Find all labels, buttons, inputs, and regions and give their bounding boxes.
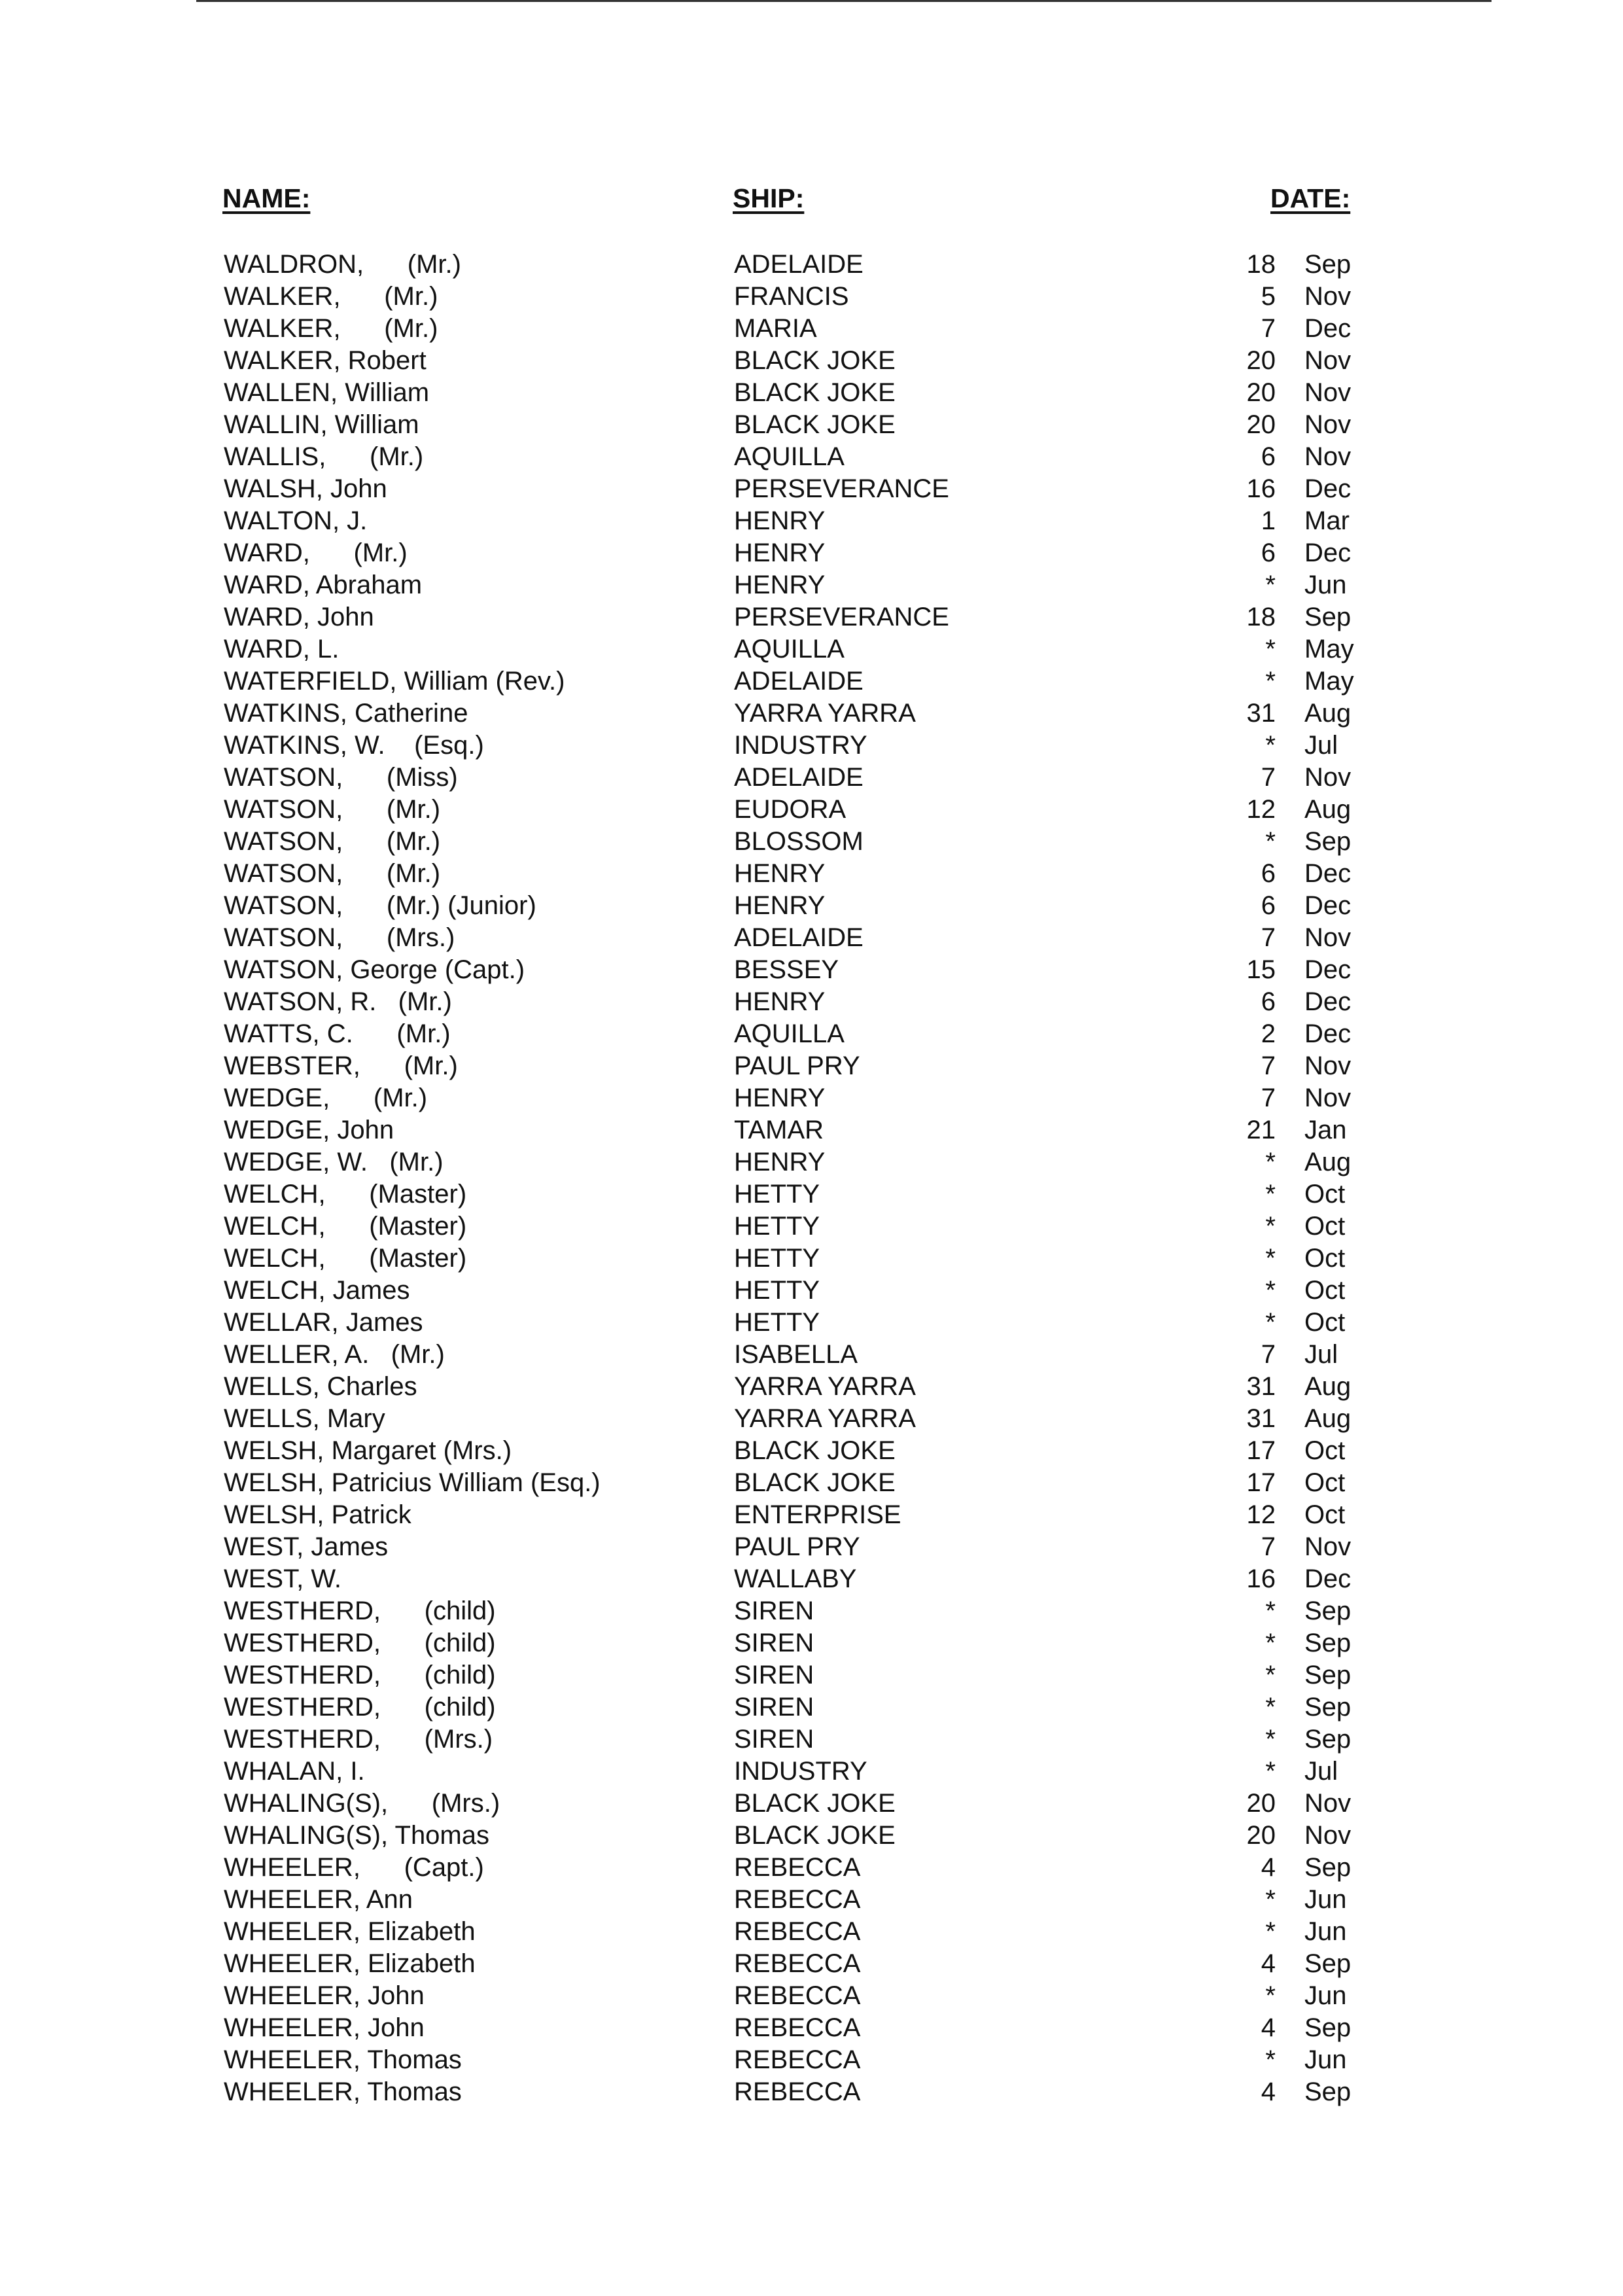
passenger-name: WATSON, (Mrs.) xyxy=(224,923,455,952)
date-day: 6 xyxy=(1261,539,1276,567)
list-row xyxy=(0,1595,1623,1627)
passenger-name: WALTON, J. xyxy=(224,506,368,535)
passenger-name: WHEELER, Elizabeth xyxy=(224,1949,476,1978)
list-row xyxy=(0,281,1623,313)
ship-name: INDUSTRY xyxy=(734,1757,867,1786)
date-month: Nov xyxy=(1304,1821,1352,1850)
date-day: * xyxy=(1265,1180,1276,1209)
passenger-name: WATSON, (Mr.) xyxy=(224,795,441,824)
passenger-name: WHALING(S), Thomas xyxy=(224,1821,489,1850)
header-ship: SHIP: xyxy=(733,183,805,213)
date-month: Oct xyxy=(1304,1500,1346,1529)
passenger-name: WHEELER, Elizabeth xyxy=(224,1917,476,1946)
date-month: Jun xyxy=(1304,571,1347,599)
date-day: 4 xyxy=(1261,2013,1276,2042)
date-month: Sep xyxy=(1304,1597,1352,1625)
date-day: 7 xyxy=(1261,314,1276,343)
list-row xyxy=(0,1307,1623,1339)
passenger-name: WHEELER, Thomas xyxy=(224,2077,462,2106)
date-month: Dec xyxy=(1304,539,1352,567)
ship-name: HENRY xyxy=(734,539,826,567)
date-day: * xyxy=(1265,1661,1276,1689)
passenger-name: WALSH, John xyxy=(224,474,387,503)
date-day: 20 xyxy=(1246,1821,1276,1850)
date-month: Nov xyxy=(1304,378,1352,407)
date-day: 7 xyxy=(1261,1532,1276,1561)
passenger-name: WELSH, Patrick xyxy=(224,1500,411,1529)
ship-name: BLACK JOKE xyxy=(734,1468,896,1497)
passenger-name: WATSON, (Mr.) xyxy=(224,827,441,856)
date-month: Jun xyxy=(1304,2045,1347,2074)
ship-name: ADELAIDE xyxy=(734,923,864,952)
date-day: 7 xyxy=(1261,763,1276,792)
date-month: Aug xyxy=(1304,795,1352,824)
passenger-name: WELCH, (Master) xyxy=(224,1212,467,1241)
passenger-name: WALDRON, (Mr.) xyxy=(224,250,461,279)
ship-name: PERSEVERANCE xyxy=(734,474,949,503)
date-day: 16 xyxy=(1246,474,1276,503)
passenger-name: WATSON, (Mr.) xyxy=(224,859,441,888)
date-month: Sep xyxy=(1304,603,1352,631)
date-day: 2 xyxy=(1261,1019,1276,1048)
date-month: Dec xyxy=(1304,474,1352,503)
passenger-name: WESTHERD, (child) xyxy=(224,1693,496,1722)
list-row xyxy=(0,1082,1623,1114)
ship-name: ADELAIDE xyxy=(734,250,864,279)
list-row xyxy=(0,954,1623,986)
list-row xyxy=(0,601,1623,633)
date-day: * xyxy=(1265,635,1276,663)
ship-name: BLACK JOKE xyxy=(734,1821,896,1850)
date-day: 7 xyxy=(1261,1051,1276,1080)
list-row xyxy=(0,2076,1623,2108)
date-day: * xyxy=(1265,827,1276,856)
date-month: Nov xyxy=(1304,763,1352,792)
ship-name: BLACK JOKE xyxy=(734,1789,896,1818)
ship-name: REBECCA xyxy=(734,1981,861,2010)
date-day: 15 xyxy=(1246,955,1276,984)
passenger-name: WEST, James xyxy=(224,1532,389,1561)
ship-name: BLACK JOKE xyxy=(734,1436,896,1465)
passenger-name: WHEELER, (Capt.) xyxy=(224,1853,484,1882)
list-row xyxy=(0,537,1623,569)
passenger-name: WEBSTER, (Mr.) xyxy=(224,1051,458,1080)
date-day: 4 xyxy=(1261,2077,1276,2106)
passenger-name: WELLER, A. (Mr.) xyxy=(224,1340,445,1369)
date-day: * xyxy=(1265,1981,1276,2010)
ship-name: SIREN xyxy=(734,1661,814,1689)
date-month: Sep xyxy=(1304,1629,1352,1657)
ship-name: SIREN xyxy=(734,1597,814,1625)
ship-name: PAUL PRY xyxy=(734,1532,860,1561)
list-row xyxy=(0,2044,1623,2076)
list-row xyxy=(0,1371,1623,1403)
passenger-name: WALLIN, William xyxy=(224,410,419,439)
passenger-name: WESTHERD, (child) xyxy=(224,1629,496,1657)
list-row xyxy=(0,1723,1623,1756)
date-day: 12 xyxy=(1246,795,1276,824)
date-day: 4 xyxy=(1261,1949,1276,1978)
date-month: Oct xyxy=(1304,1180,1346,1209)
list-row xyxy=(0,2012,1623,2044)
date-day: 20 xyxy=(1246,1789,1276,1818)
ship-name: MARIA xyxy=(734,314,817,343)
passenger-name: WATSON, George (Capt.) xyxy=(224,955,525,984)
ship-name: YARRA YARRA xyxy=(734,1404,916,1433)
list-row xyxy=(0,1339,1623,1371)
list-row xyxy=(0,1756,1623,1788)
ship-name: HETTY xyxy=(734,1308,820,1337)
date-month: Nov xyxy=(1304,282,1352,311)
passenger-name: WELSH, Patricius William (Esq.) xyxy=(224,1468,601,1497)
date-month: Jan xyxy=(1304,1116,1347,1144)
ship-name: BESSEY xyxy=(734,955,839,984)
ship-name: REBECCA xyxy=(734,2077,861,2106)
date-day: * xyxy=(1265,1308,1276,1337)
ship-name: ISABELLA xyxy=(734,1340,858,1369)
ship-name: HETTY xyxy=(734,1180,820,1209)
date-day: * xyxy=(1265,2045,1276,2074)
passenger-name: WARD, John xyxy=(224,603,374,631)
date-day: * xyxy=(1265,1597,1276,1625)
ship-name: BLACK JOKE xyxy=(734,410,896,439)
passenger-name: WATTS, C. (Mr.) xyxy=(224,1019,451,1048)
date-month: Nov xyxy=(1304,923,1352,952)
date-month: Jun xyxy=(1304,1981,1347,2010)
ship-name: REBECCA xyxy=(734,2045,861,2074)
list-row xyxy=(0,858,1623,890)
list-row xyxy=(0,698,1623,730)
date-day: 12 xyxy=(1246,1500,1276,1529)
list-row xyxy=(0,1691,1623,1723)
list-row xyxy=(0,890,1623,922)
date-month: Dec xyxy=(1304,955,1352,984)
list-row xyxy=(0,249,1623,281)
date-month: Sep xyxy=(1304,827,1352,856)
passenger-name: WELCH, (Master) xyxy=(224,1180,467,1209)
ship-name: HENRY xyxy=(734,1148,826,1176)
list-row xyxy=(0,1916,1623,1948)
date-month: Sep xyxy=(1304,1693,1352,1722)
date-day: * xyxy=(1265,1148,1276,1176)
list-row xyxy=(0,633,1623,665)
date-day: 7 xyxy=(1261,923,1276,952)
passenger-name: WHALAN, I. xyxy=(224,1757,365,1786)
ship-name: FRANCIS xyxy=(734,282,849,311)
passenger-name: WHEELER, Thomas xyxy=(224,2045,462,2074)
date-day: 5 xyxy=(1261,282,1276,311)
ship-name: REBECCA xyxy=(734,1853,861,1882)
date-day: 6 xyxy=(1261,987,1276,1016)
ship-name: PAUL PRY xyxy=(734,1051,860,1080)
list-row xyxy=(0,313,1623,345)
date-day: 4 xyxy=(1261,1853,1276,1882)
list-row xyxy=(0,1403,1623,1435)
ship-name: REBECCA xyxy=(734,2013,861,2042)
date-day: * xyxy=(1265,1244,1276,1273)
passenger-name: WESTHERD, (child) xyxy=(224,1661,496,1689)
date-day: 1 xyxy=(1261,506,1276,535)
list-row xyxy=(0,377,1623,409)
passenger-name: WESTHERD, (child) xyxy=(224,1597,496,1625)
passenger-name: WELSH, Margaret (Mrs.) xyxy=(224,1436,512,1465)
date-month: Sep xyxy=(1304,1949,1352,1978)
passenger-name: WALKER, (Mr.) xyxy=(224,282,438,311)
date-day: * xyxy=(1265,1725,1276,1754)
ship-name: SIREN xyxy=(734,1725,814,1754)
ship-name: HENRY xyxy=(734,571,826,599)
date-day: 7 xyxy=(1261,1084,1276,1112)
passenger-name: WATKINS, W. (Esq.) xyxy=(224,731,484,760)
date-month: Oct xyxy=(1304,1308,1346,1337)
date-month: Aug xyxy=(1304,1148,1352,1176)
passenger-name: WATKINS, Catherine xyxy=(224,699,468,728)
date-month: Oct xyxy=(1304,1468,1346,1497)
list-row xyxy=(0,1563,1623,1595)
list-row xyxy=(0,441,1623,473)
date-month: Jun xyxy=(1304,1885,1347,1914)
ship-name: HENRY xyxy=(734,891,826,920)
list-row xyxy=(0,922,1623,954)
passenger-name: WELLS, Charles xyxy=(224,1372,417,1401)
date-month: Sep xyxy=(1304,250,1352,279)
date-month: Aug xyxy=(1304,699,1352,728)
passenger-name: WATSON, (Mr.) (Junior) xyxy=(224,891,536,920)
list-row xyxy=(0,665,1623,698)
date-day: * xyxy=(1265,1917,1276,1946)
list-row xyxy=(0,409,1623,441)
list-row xyxy=(0,1275,1623,1307)
passenger-name: WALKER, Robert xyxy=(224,346,427,375)
passenger-name: WELCH, James xyxy=(224,1276,410,1305)
list-row xyxy=(0,1531,1623,1563)
date-day: 20 xyxy=(1246,346,1276,375)
passenger-name: WARD, L. xyxy=(224,635,340,663)
date-month: Dec xyxy=(1304,1019,1352,1048)
ship-name: PERSEVERANCE xyxy=(734,603,949,631)
passenger-name: WATSON, R. (Mr.) xyxy=(224,987,452,1016)
ship-name: REBECCA xyxy=(734,1885,861,1914)
date-day: 7 xyxy=(1261,1340,1276,1369)
date-month: Oct xyxy=(1304,1436,1346,1465)
passenger-name: WHALING(S), (Mrs.) xyxy=(224,1789,500,1818)
passenger-name: WHEELER, Ann xyxy=(224,1885,413,1914)
ship-name: HETTY xyxy=(734,1244,820,1273)
passenger-name: WATSON, (Miss) xyxy=(224,763,458,792)
date-month: Oct xyxy=(1304,1244,1346,1273)
date-month: Nov xyxy=(1304,1789,1352,1818)
passenger-name: WHEELER, John xyxy=(224,1981,425,2010)
list-row xyxy=(0,730,1623,762)
list-row xyxy=(0,1018,1623,1050)
date-day: * xyxy=(1265,1757,1276,1786)
passenger-name: WARD, (Mr.) xyxy=(224,539,408,567)
list-row xyxy=(0,1050,1623,1082)
passenger-name: WEST, W. xyxy=(224,1564,341,1593)
date-day: 31 xyxy=(1246,1404,1276,1433)
date-month: Mar xyxy=(1304,506,1350,535)
list-row xyxy=(0,1980,1623,2012)
list-row xyxy=(0,569,1623,601)
date-day: * xyxy=(1265,1693,1276,1722)
list-row xyxy=(0,1788,1623,1820)
date-month: Aug xyxy=(1304,1372,1352,1401)
date-day: * xyxy=(1265,571,1276,599)
date-month: Nov xyxy=(1304,1532,1352,1561)
passenger-name: WELLAR, James xyxy=(224,1308,423,1337)
date-month: Dec xyxy=(1304,1564,1352,1593)
date-day: 31 xyxy=(1246,699,1276,728)
ship-name: ADELAIDE xyxy=(734,763,864,792)
date-day: * xyxy=(1265,1212,1276,1241)
list-row xyxy=(0,1499,1623,1531)
date-day: 6 xyxy=(1261,442,1276,471)
date-month: Aug xyxy=(1304,1404,1352,1433)
passenger-name: WELCH, (Master) xyxy=(224,1244,467,1273)
ship-name: SIREN xyxy=(734,1629,814,1657)
date-day: * xyxy=(1265,1276,1276,1305)
ship-name: EUDORA xyxy=(734,795,846,824)
date-day: 6 xyxy=(1261,891,1276,920)
ship-name: BLACK JOKE xyxy=(734,346,896,375)
date-month: Sep xyxy=(1304,2077,1352,2106)
ship-name: TAMAR xyxy=(734,1116,824,1144)
date-day: * xyxy=(1265,1629,1276,1657)
date-month: Oct xyxy=(1304,1276,1346,1305)
ship-name: AQUILLA xyxy=(734,635,845,663)
list-row xyxy=(0,1659,1623,1691)
date-month: Jul xyxy=(1304,1340,1338,1369)
ship-name: AQUILLA xyxy=(734,1019,845,1048)
ship-name: BLACK JOKE xyxy=(734,378,896,407)
list-row xyxy=(0,1820,1623,1852)
ship-name: YARRA YARRA xyxy=(734,699,916,728)
date-day: * xyxy=(1265,1885,1276,1914)
passenger-name: WALKER, (Mr.) xyxy=(224,314,438,343)
ship-name: AQUILLA xyxy=(734,442,845,471)
date-month: May xyxy=(1304,635,1354,663)
ship-name: ADELAIDE xyxy=(734,667,864,696)
date-day: 18 xyxy=(1246,603,1276,631)
date-month: Dec xyxy=(1304,314,1352,343)
date-day: 20 xyxy=(1246,378,1276,407)
passenger-name: WATERFIELD, William (Rev.) xyxy=(224,667,565,696)
list-row xyxy=(0,473,1623,505)
date-day: 21 xyxy=(1246,1116,1276,1144)
ship-name: ENTERPRISE xyxy=(734,1500,901,1529)
list-row xyxy=(0,1243,1623,1275)
date-month: Nov xyxy=(1304,1084,1352,1112)
date-month: Jul xyxy=(1304,1757,1338,1786)
date-month: Dec xyxy=(1304,891,1352,920)
ship-name: SIREN xyxy=(734,1693,814,1722)
list-row xyxy=(0,1178,1623,1210)
list-row xyxy=(0,826,1623,858)
date-day: * xyxy=(1265,667,1276,696)
list-row xyxy=(0,1146,1623,1178)
date-day: 16 xyxy=(1246,1564,1276,1593)
list-row xyxy=(0,1114,1623,1146)
passenger-name: WALLIS, (Mr.) xyxy=(224,442,424,471)
date-day: 20 xyxy=(1246,410,1276,439)
list-row xyxy=(0,345,1623,377)
list-row xyxy=(0,986,1623,1018)
list-row xyxy=(0,1210,1623,1243)
ship-name: YARRA YARRA xyxy=(734,1372,916,1401)
ship-name: INDUSTRY xyxy=(734,731,867,760)
passenger-name: WALLEN, William xyxy=(224,378,430,407)
ship-name: HENRY xyxy=(734,506,826,535)
ship-name: REBECCA xyxy=(734,1949,861,1978)
list-row xyxy=(0,1852,1623,1884)
ship-name: WALLABY xyxy=(734,1564,857,1593)
date-month: Nov xyxy=(1304,1051,1352,1080)
date-month: Sep xyxy=(1304,1725,1352,1754)
date-month: Sep xyxy=(1304,2013,1352,2042)
list-row xyxy=(0,1948,1623,1980)
date-month: Jul xyxy=(1304,731,1338,760)
ship-name: HENRY xyxy=(734,987,826,1016)
ship-name: HENRY xyxy=(734,1084,826,1112)
list-row xyxy=(0,1467,1623,1499)
header-name: NAME: xyxy=(222,183,311,213)
passenger-name: WHEELER, John xyxy=(224,2013,425,2042)
passenger-name: WEDGE, John xyxy=(224,1116,394,1144)
date-month: May xyxy=(1304,667,1354,696)
ship-name: HETTY xyxy=(734,1212,820,1241)
list-row xyxy=(0,1627,1623,1659)
date-day: 31 xyxy=(1246,1372,1276,1401)
date-month: Dec xyxy=(1304,987,1352,1016)
passenger-name: WESTHERD, (Mrs.) xyxy=(224,1725,493,1754)
list-row xyxy=(0,794,1623,826)
date-month: Dec xyxy=(1304,859,1352,888)
date-month: Nov xyxy=(1304,346,1352,375)
list-row xyxy=(0,762,1623,794)
list-row xyxy=(0,1884,1623,1916)
ship-name: REBECCA xyxy=(734,1917,861,1946)
ship-name: HENRY xyxy=(734,859,826,888)
date-day: 6 xyxy=(1261,859,1276,888)
date-month: Oct xyxy=(1304,1212,1346,1241)
date-day: * xyxy=(1265,731,1276,760)
date-day: 18 xyxy=(1246,250,1276,279)
date-day: 17 xyxy=(1246,1468,1276,1497)
top-edge-line xyxy=(196,0,1492,2)
passenger-name: WELLS, Mary xyxy=(224,1404,385,1433)
list-row xyxy=(0,505,1623,537)
list-row xyxy=(0,1435,1623,1467)
date-month: Sep xyxy=(1304,1661,1352,1689)
ship-name: HETTY xyxy=(734,1276,820,1305)
ship-name: BLOSSOM xyxy=(734,827,864,856)
date-month: Nov xyxy=(1304,410,1352,439)
date-month: Nov xyxy=(1304,442,1352,471)
header-date: DATE: xyxy=(1270,183,1351,213)
passenger-name: WARD, Abraham xyxy=(224,571,423,599)
passenger-list xyxy=(0,249,1623,2108)
date-day: 17 xyxy=(1246,1436,1276,1465)
passenger-name: WEDGE, (Mr.) xyxy=(224,1084,428,1112)
date-month: Jun xyxy=(1304,1917,1347,1946)
date-month: Sep xyxy=(1304,1853,1352,1882)
passenger-name: WEDGE, W. (Mr.) xyxy=(224,1148,444,1176)
